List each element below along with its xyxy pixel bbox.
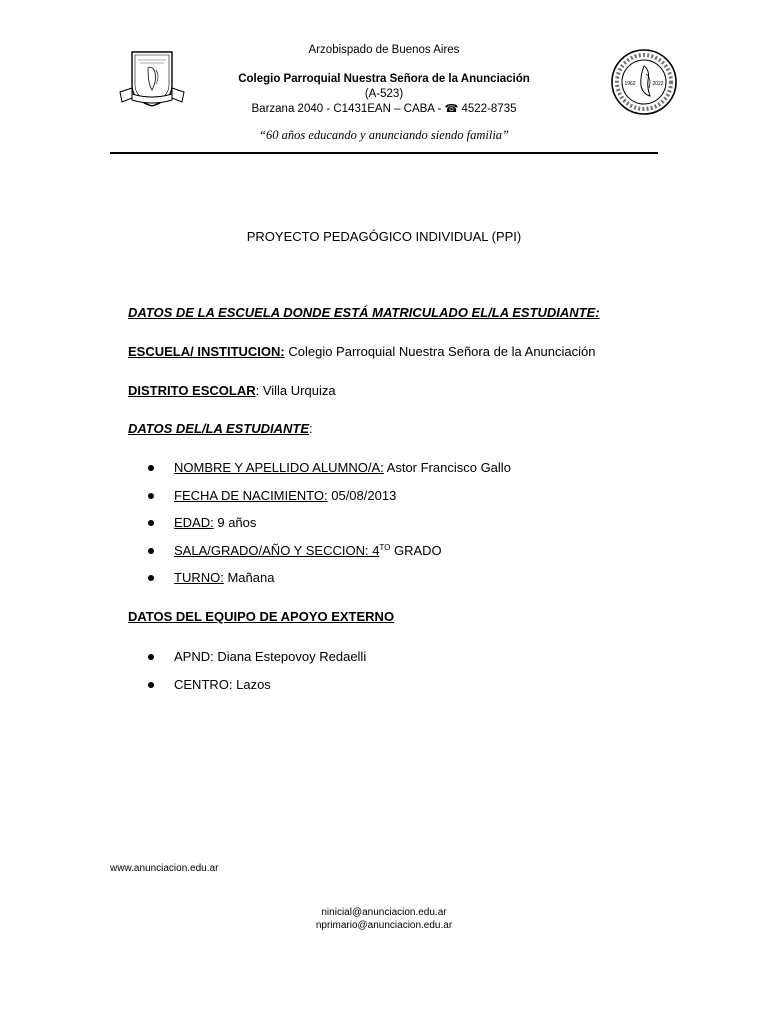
- bullet-icon: [148, 493, 154, 499]
- support-data-list: [128, 649, 366, 705]
- item-value: 05/08/2013: [327, 488, 397, 503]
- list-item: [128, 649, 366, 677]
- school-motto: “60 años educando y anunciando siendo familia”: [259, 128, 509, 142]
- school-crest-logo: [118, 48, 186, 112]
- seal-year-left: 1962: [624, 81, 636, 87]
- support-section-heading: DATOS DEL EQUIPO DE APOYO EXTERNO: [128, 609, 395, 624]
- item-label: NOMBRE Y APELLIDO ALUMNO/A:: [174, 460, 384, 475]
- phone-number: 4522-8735: [461, 103, 517, 115]
- footer-website[interactable]: www.anunciacion.edu.ar: [110, 863, 219, 874]
- list-item: [128, 543, 511, 570]
- student-heading-suffix: :: [309, 421, 313, 436]
- item-value: Astor Francisco Gallo: [383, 460, 511, 475]
- archdiocese-line: Arzobispado de Buenos Aires: [308, 44, 460, 56]
- item-value: Mañana: [223, 570, 275, 585]
- item-value-suffix: GRADO: [390, 543, 442, 558]
- list-item: [128, 488, 511, 515]
- item-value: 4: [368, 543, 380, 558]
- list-item: [128, 515, 511, 543]
- school-code: (A-523): [364, 88, 404, 100]
- anniversary-seal-logo: [610, 48, 678, 116]
- bullet-icon: [148, 575, 154, 581]
- document-title: PROYECTO PEDAGÓGICO INDIVIDUAL (PPI): [246, 229, 522, 244]
- school-name: Colegio Parroquial Nuestra Señora de la Anunciación: [238, 73, 530, 85]
- student-heading-text: DATOS DEL/LA ESTUDIANTE: [128, 421, 310, 436]
- institution-label: ESCUELA/ INSTITUCION:: [128, 344, 285, 359]
- item-value: 9 años: [213, 515, 257, 530]
- list-item: [128, 460, 511, 488]
- bullet-icon: [148, 520, 154, 526]
- item-label: TURNO:: [174, 570, 224, 585]
- item-text: APND: Diana Estepovoy Redaelli: [174, 649, 367, 664]
- list-item: [128, 570, 511, 598]
- institution-value: Colegio Parroquial Nuestra Señora de la Anunciación: [284, 344, 596, 359]
- district-value: : Villa Urquiza: [255, 383, 336, 398]
- telephone-icon: ☎: [444, 103, 459, 115]
- school-section-heading: DATOS DE LA ESCUELA DONDE ESTÁ MATRICULADO EL/LA ESTUDIANTE:: [128, 305, 600, 320]
- bullet-icon: [148, 548, 154, 554]
- student-data-list: [128, 460, 511, 598]
- header-divider: [110, 152, 658, 154]
- student-section-heading: [128, 421, 313, 436]
- seal-year-right: 2022: [652, 81, 664, 87]
- bullet-icon: [148, 465, 154, 471]
- item-label: EDAD:: [174, 515, 214, 530]
- footer-email-primary[interactable]: nprimario@anunciacion.edu.ar: [315, 920, 453, 931]
- bullet-icon: [148, 654, 154, 660]
- item-label: FECHA DE NACIMIENTO:: [174, 488, 328, 503]
- bullet-icon: [148, 682, 154, 688]
- address-line: [200, 102, 568, 117]
- grade-superscript: TO: [379, 543, 391, 552]
- district-row: [128, 383, 336, 398]
- institution-row: [128, 344, 595, 359]
- item-text: CENTRO: Lazos: [174, 677, 271, 692]
- item-label: SALA/GRADO/AÑO Y SECCION:: [174, 543, 369, 558]
- address-text: Barzana 2040 - C1431EAN – CABA -: [251, 103, 445, 115]
- list-item: [128, 677, 366, 705]
- footer-email-initial[interactable]: ninicial@anunciacion.edu.ar: [321, 907, 447, 918]
- district-label: DISTRITO ESCOLAR: [128, 383, 256, 398]
